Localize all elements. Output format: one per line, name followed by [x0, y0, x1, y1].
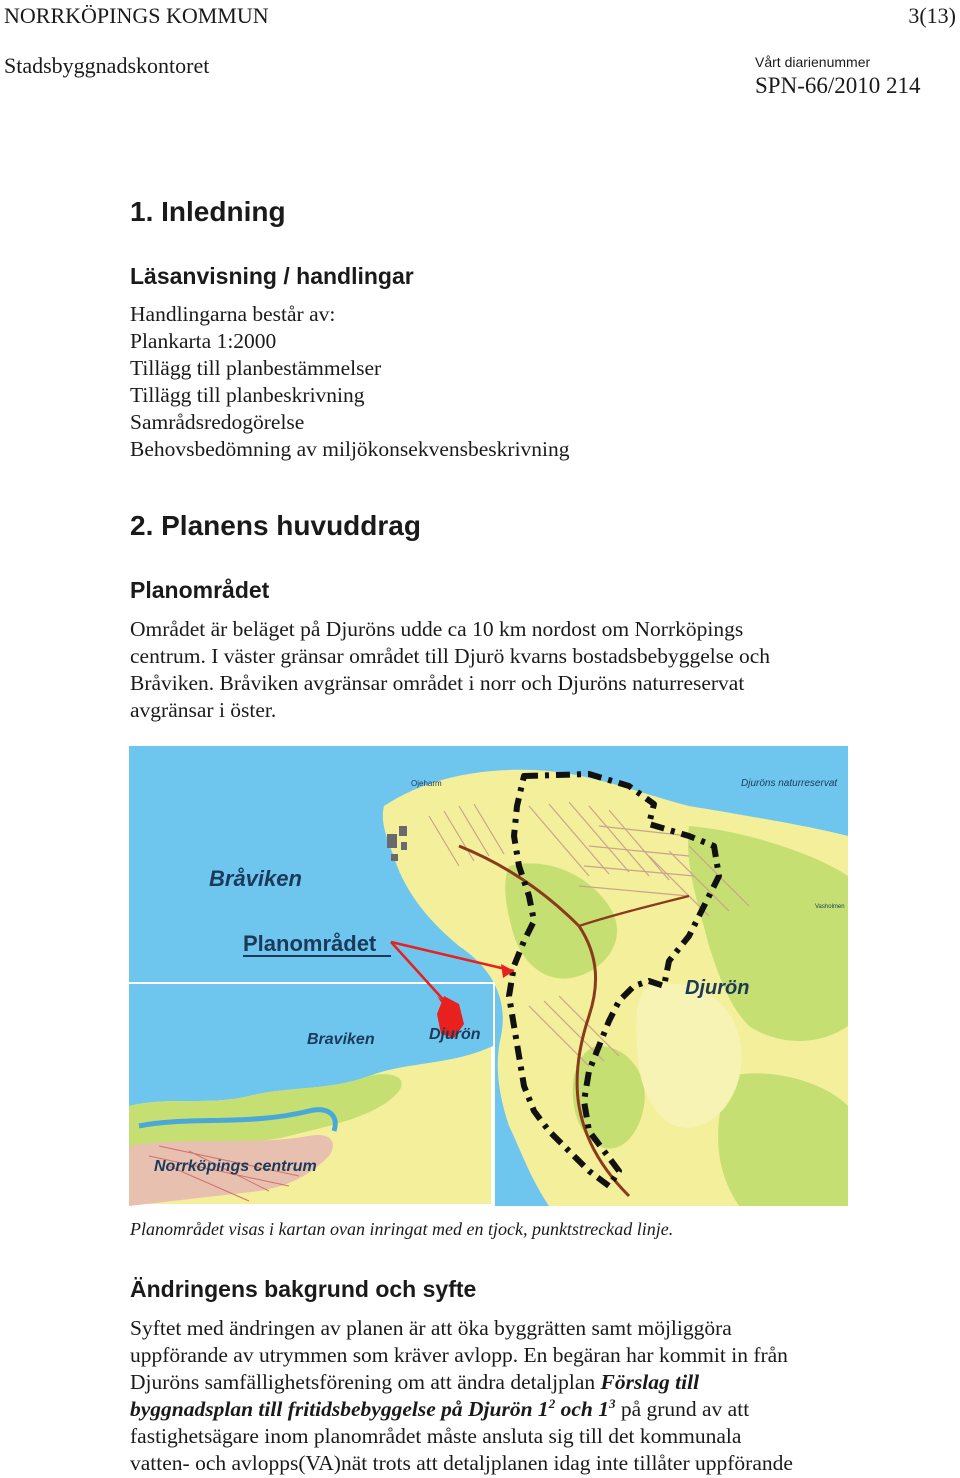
paragraph-line: Området är beläget på Djuröns udde ca 10 km nordost om Norrköpings	[130, 617, 744, 641]
label-ojeharm: Ojeharm	[411, 779, 442, 788]
inset-label-djuron: Djurön	[429, 1026, 481, 1043]
paragraph-line	[130, 1369, 793, 1396]
section-3-subheading: Ändringens bakgrund och syfte	[130, 1276, 477, 1302]
organization-name: NORRKÖPINGS KOMMUN	[4, 3, 269, 28]
diarie-label: Vårt diarienummer	[755, 54, 871, 70]
inset-label-braviken: Braviken	[307, 1031, 375, 1048]
paragraph-line: uppförande av utrymmen som kräver avlopp. En begäran har kommit in från	[130, 1343, 788, 1367]
paragraph-line: centrum. I väster gränsar området till Djurö kvarns bostadsbebyggelse och	[130, 644, 771, 668]
map-caption: Planområdet visas i kartan ovan inringat med en tjock, punktstreckad linje.	[130, 1219, 674, 1239]
text-run: Djuröns samfällighetsförening om att ändra detaljplan	[130, 1370, 601, 1394]
label-naturreservat: Djuröns naturreservat	[741, 778, 838, 789]
label-planomradet: Planområdet	[243, 931, 377, 956]
paragraph-line: Bråviken. Bråviken avgränsar området i norr och Djuröns naturreservat	[130, 671, 745, 695]
section-2-subheading: Planområdet	[130, 577, 270, 603]
paragraph-line: Syftet med ändringen av planen är att öka byggrätten samt möjliggöra	[130, 1316, 732, 1340]
label-vasholmen: Vasholmen	[815, 904, 845, 910]
paragraph-line: fastighetsägare inom planområdet måste ansluta sig till det kommunala	[130, 1424, 742, 1448]
background-paragraph	[130, 1315, 793, 1477]
document-list	[130, 301, 570, 463]
label-djuron: Djurön	[685, 977, 750, 999]
plan-title-part: Förslag till	[600, 1370, 700, 1394]
page-number: 3(13)	[908, 3, 956, 28]
list-item: Handlingarna består av:	[130, 302, 336, 326]
section-1-subheading: Läsanvisning / handlingar	[130, 263, 414, 289]
diarie-number: SPN-66/2010 214	[755, 73, 921, 98]
paragraph-line: avgränsar i öster.	[130, 698, 277, 722]
list-item: Samrådsredogörelse	[130, 410, 305, 434]
list-item: Plankarta 1:2000	[130, 329, 277, 353]
superscript: 2	[548, 1395, 556, 1411]
map-forest-south	[718, 1073, 848, 1206]
office-name: Stadsbyggnadskontoret	[4, 53, 210, 78]
section-1-heading: 1. Inledning	[130, 196, 286, 227]
list-item: Behovsbedömning av miljökonsekvensbeskrivning	[130, 437, 570, 461]
paragraph-line: vatten- och avlopps(VA)nät trots att detaljplanen idag inte tillåter uppförande	[130, 1451, 793, 1475]
label-braviken: Bråviken	[209, 866, 302, 891]
plan-title-part: byggnadsplan till fritidsbebyggelse på Djurön 1	[130, 1397, 549, 1421]
superscript: 3	[608, 1395, 616, 1411]
paragraph-line	[130, 1396, 793, 1423]
text-run: på grund av att	[615, 1397, 750, 1421]
planomradet-paragraph	[130, 616, 770, 724]
location-map	[129, 746, 848, 1206]
list-item: Tillägg till planbeskrivning	[130, 383, 365, 407]
section-2-heading: 2. Planens huvuddrag	[130, 510, 421, 541]
plan-title-part: och 1	[555, 1397, 609, 1421]
inset-label-centrum: Norrköpings centrum	[154, 1158, 317, 1175]
list-item: Tillägg till planbestämmelser	[130, 356, 382, 380]
